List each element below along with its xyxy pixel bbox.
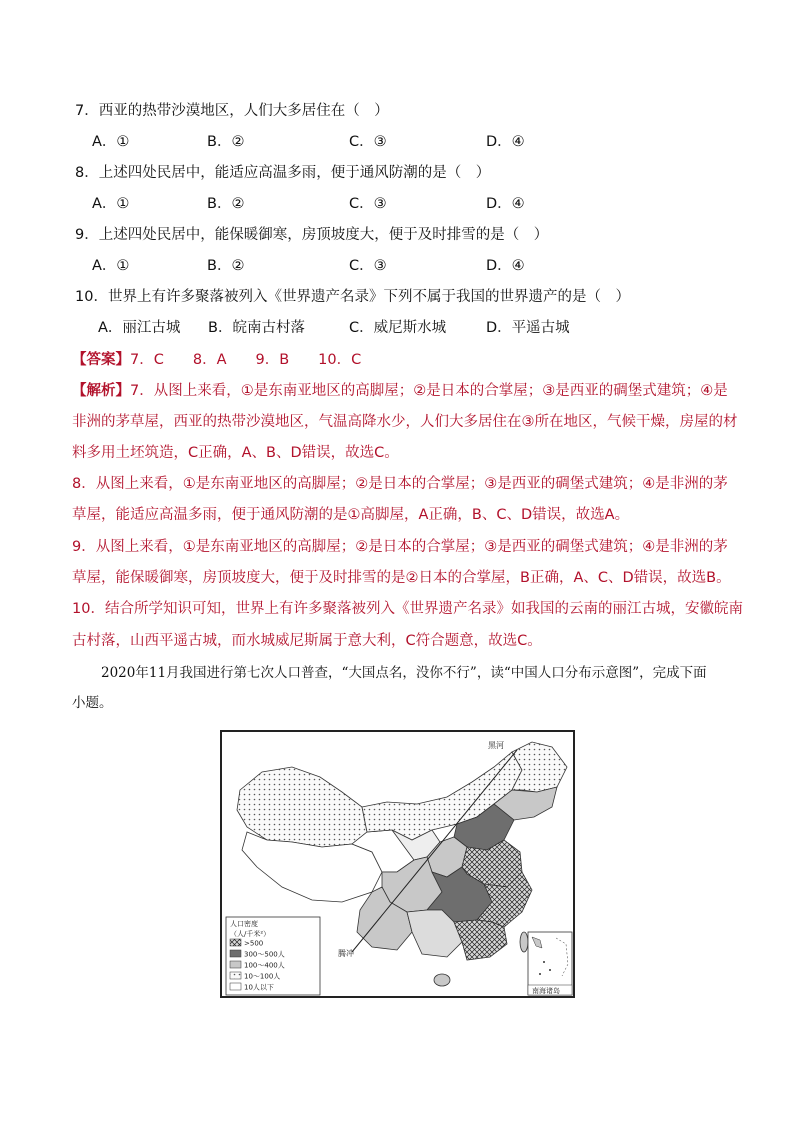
question-9-stem: 9．上述四处民居中，能保暖御寒，房顶坡度大，便于及时排雪的是（ ） [75,227,549,243]
analysis-label: 【解析】 [72,383,130,399]
region-taiwan [520,932,528,952]
question-7-stem: 7．西亚的热带沙漠地区，人们大多居住在（ ） [75,103,389,119]
analysis-line-6: 9．从图上来看，①是东南亚地区的高脚屋；②是日本的合掌屋；③是西亚的碉堡式建筑；④是非洲的茅 [72,539,728,555]
legend-swatch-100-400 [230,961,241,968]
q9-option-c: C．③ [349,258,387,274]
map-canvas [222,732,573,996]
answer-text: 7．C 8．A 9．B 10．C [130,352,362,368]
answer-label: 【答案】 [72,352,130,368]
q9-option-d: D．④ [486,258,525,274]
q10-option-a: A．丽江古城 [98,320,181,336]
legend-unit: （人/千米²） [230,930,271,938]
legend-item-300-500: 300～500人 [244,950,285,959]
region-heilongjiang [512,742,567,792]
legend-swatch-10-100 [230,972,241,979]
q10-option-b: B．皖南古村落 [208,320,305,336]
analysis-line-5: 草屋，能适应高温多雨，便于通风防潮的是①高脚屋，A正确，B、C、D错误，故选A。 [72,507,630,523]
intro-line-2: 小题。 [72,695,113,711]
legend-swatch-300-500 [230,950,241,957]
q8-option-b: B．② [207,196,245,212]
legend-title: 人口密度 [230,920,258,928]
analysis-line-8: 10．结合所学知识可知，世界上有许多聚落被列入《世界遗产名录》如我国的云南的丽江古城，安徽皖南 [72,601,743,617]
q9-option-a: A．① [92,258,130,274]
question-10-stem: 10．世界上有许多聚落被列入《世界遗产名录》下列不属于我国的世界遗产的是（ ） [75,289,630,305]
south-china-sea-inset [528,932,572,995]
region-hainan [434,974,450,986]
legend-item-10-100: 10～100人 [244,972,281,981]
q10-option-c: C．威尼斯水城 [349,320,447,336]
map-legend [226,917,320,995]
q8-option-a: A．① [92,196,130,212]
q7-option-a: A．① [92,134,130,150]
intro-line-1: 2020年11月我国进行第七次人口普查，“大国点名，没你不行”，读“中国人口分布示意图”，完成下面 [101,665,707,681]
legend-swatch-over500 [230,939,241,946]
q8-option-c: C．③ [349,196,387,212]
q9-option-b: B．② [207,258,245,274]
analysis-text: 7．从图上来看，①是东南亚地区的高脚屋；②是日本的合掌屋；③是西亚的碉堡式建筑；④是 [130,383,728,399]
analysis-line-7: 草屋，能保暖御寒，房顶坡度大，便于及时排雪的是②日本的合掌屋，B正确，A、C、D错误，故选B。 [72,570,731,586]
inset-label: 南海诸岛 [532,987,560,995]
legend-item-over500: >500 [244,939,264,948]
question-8-stem: 8．上述四处民居中，能适应高温多雨，便于通风防潮的是（ ） [75,165,491,181]
answer-line [72,350,361,370]
analysis-line-3: 料多用土坯筑造，C正确，A、B、D错误，故选C。 [72,445,399,461]
q7-option-c: C．③ [349,134,387,150]
tengchong-label: 腾冲 [338,949,354,958]
q7-option-b: B．② [207,134,245,150]
q8-option-d: D．④ [486,196,525,212]
analysis-line-2: 非洲的茅草屋，西亚的热带沙漠地区，气温高降水少，人们大多居住在③所在地区，气候干燥，房屋的材 [72,414,738,430]
analysis-line-9: 古村落，山西平遥古城，而水城威尼斯属于意大利，C符合题意，故选C。 [72,633,542,649]
legend-item-under10: 10人以下 [244,983,274,992]
china-population-map [220,730,575,998]
legend-swatch-under10 [230,983,241,990]
legend-item-100-400: 100～400人 [244,961,285,970]
heihe-label: 黑河 [488,741,504,750]
analysis-line-4: 8．从图上来看，①是东南亚地区的高脚屋；②是日本的合掌屋；③是西亚的碉堡式建筑；④是非洲的茅 [72,476,728,492]
analysis-line-1 [72,381,728,401]
q10-option-d: D．平遥古城 [486,320,570,336]
q7-option-d: D．④ [486,134,525,150]
region-south [454,920,507,960]
region-xinjiang [237,767,367,847]
